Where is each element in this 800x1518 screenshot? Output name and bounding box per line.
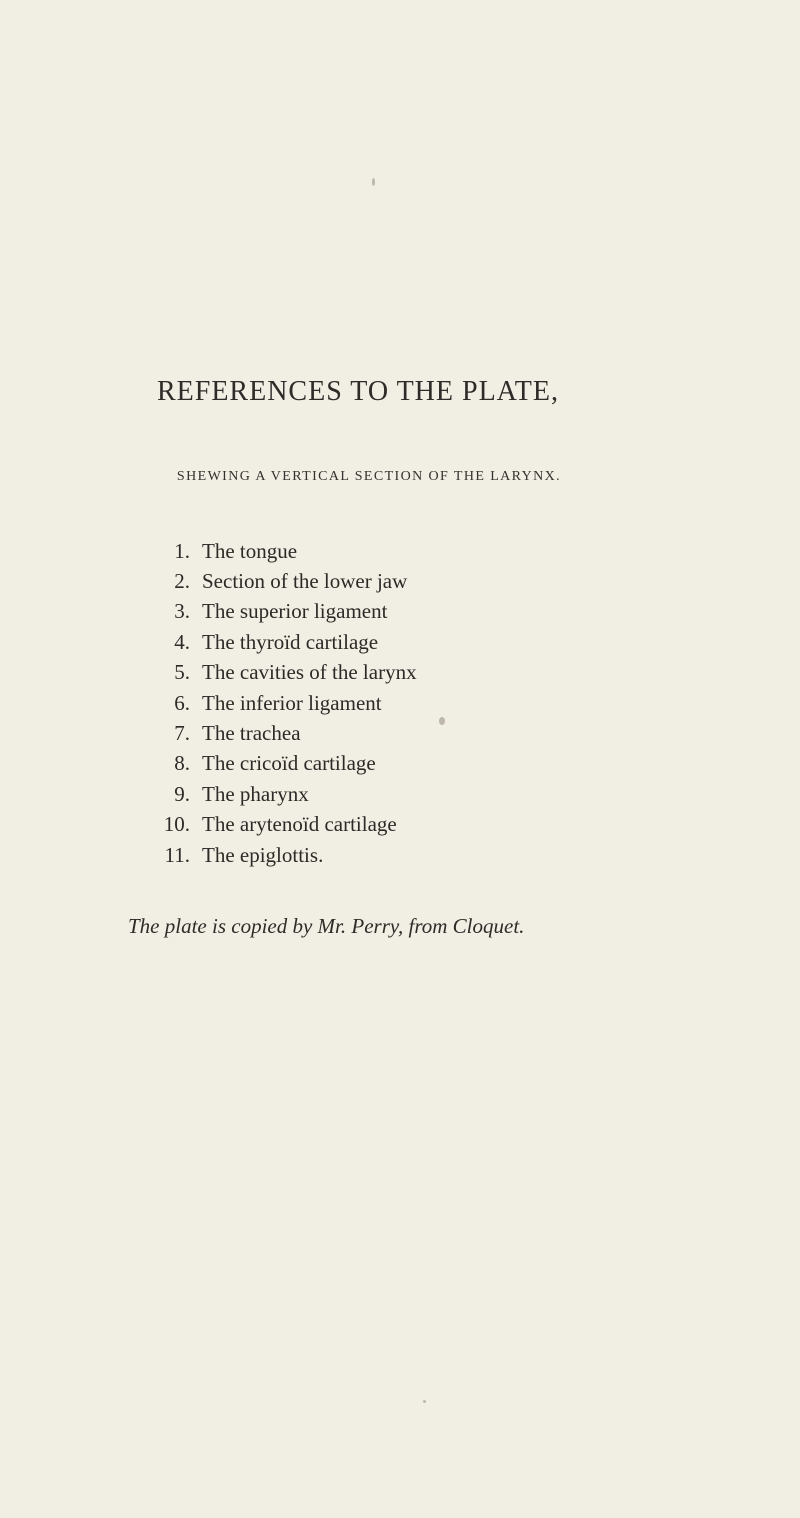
paper-speck — [439, 717, 445, 725]
paper-speck — [423, 1400, 426, 1403]
reference-number: 2. — [174, 569, 190, 594]
list-item — [150, 597, 417, 627]
page-subtitle: SHEWING A VERTICAL SECTION OF THE LARYNX. — [176, 469, 562, 484]
reference-text: The cavities of the larynx — [202, 660, 417, 685]
paper-speck — [372, 178, 375, 186]
list-item — [150, 566, 417, 596]
reference-number: 5. — [174, 660, 190, 685]
reference-text: The tongue — [202, 538, 298, 563]
reference-text: The superior ligament — [202, 599, 388, 624]
reference-text: Section of the lower jaw — [202, 569, 408, 594]
page-title: REFERENCES TO THE PLATE, — [156, 376, 560, 407]
reference-text: The cricoïd cartilage — [202, 751, 376, 776]
reference-text: The trachea — [202, 721, 301, 746]
plate-credit: The plate is copied by Mr. Perry, from Cloquet. — [128, 914, 525, 938]
list-item — [150, 779, 417, 809]
reference-number: 10. — [163, 812, 190, 837]
reference-list — [150, 536, 417, 870]
list-item — [150, 536, 417, 566]
list-item — [150, 810, 417, 840]
list-item — [150, 688, 417, 718]
reference-number: 3. — [174, 599, 190, 624]
list-item — [150, 658, 417, 688]
reference-number: 1. — [174, 538, 190, 563]
reference-number: 6. — [174, 690, 190, 715]
list-item — [150, 840, 417, 870]
reference-number: 8. — [174, 751, 190, 776]
list-item — [150, 718, 417, 748]
list-item — [150, 627, 417, 657]
reference-text: The pharynx — [202, 781, 309, 806]
reference-number: 4. — [174, 629, 190, 654]
list-item — [150, 749, 417, 779]
reference-number: 11. — [164, 842, 190, 867]
reference-text: The inferior ligament — [202, 690, 382, 715]
reference-number: 9. — [174, 781, 190, 806]
reference-text: The thyroïd cartilage — [202, 629, 379, 654]
reference-text: The arytenoïd cartilage — [202, 812, 397, 837]
reference-text: The epiglottis. — [202, 842, 324, 867]
reference-number: 7. — [174, 721, 190, 746]
